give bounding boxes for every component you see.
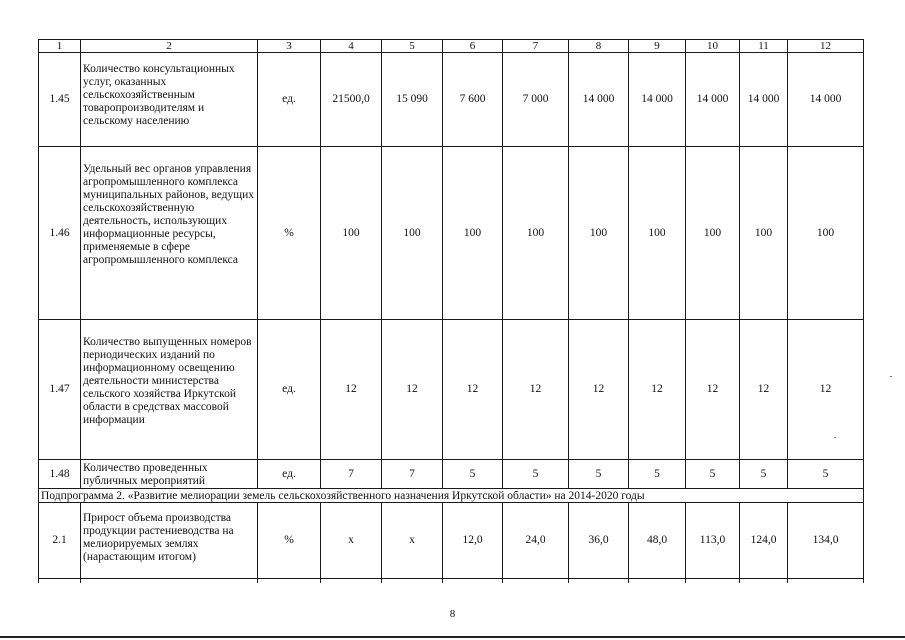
value-cell: 124,0 (740, 503, 788, 579)
value-cell: 100 (321, 147, 382, 320)
header-cell: 2 (81, 40, 258, 53)
scan-speck (890, 376, 892, 377)
header-cell: 12 (788, 40, 864, 53)
value-cell: 100 (788, 147, 864, 320)
header-cell: 5 (382, 40, 443, 53)
row-id: 1.48 (39, 460, 81, 489)
value-cell: 48,0 (629, 503, 686, 579)
value-cell: 5 (503, 460, 569, 489)
header-cell: 10 (686, 40, 740, 53)
row-unit: ед. (258, 460, 321, 489)
table-row (39, 147, 864, 320)
value-cell: 5 (569, 460, 629, 489)
row-name: Прирост объема производства продукции растениеводства на мелиорируемых землях (нарастающим итогом) (81, 503, 258, 579)
table-row (39, 460, 864, 489)
value-cell: 12 (321, 320, 382, 460)
value-cell: 100 (382, 147, 443, 320)
header-cell: 3 (258, 40, 321, 53)
value-cell: 100 (686, 147, 740, 320)
row-name: Количество проведенных публичных мероприятий (81, 460, 258, 489)
row-name: Количество выпущенных номеров периодических изданий по информационному освещению деятельности министерства сельского хозяйства Иркутской области в средствах массовой информации (81, 320, 258, 460)
value-cell: 113,0 (686, 503, 740, 579)
value-cell: 14 000 (629, 53, 686, 147)
value-cell: 21500,0 (321, 53, 382, 147)
table-row (39, 320, 864, 460)
row-unit: ед. (258, 53, 321, 147)
value-cell: 24,0 (503, 503, 569, 579)
subprogram-title: Подпрограмма 2. «Развитие мелиорации земель сельскохозяйственного назначения Иркутской области» на 2014-2020 годы (39, 489, 864, 503)
value-cell: 5 (740, 460, 788, 489)
value-cell: 134,0 (788, 503, 864, 579)
value-cell: 36,0 (569, 503, 629, 579)
value-cell: 5 (686, 460, 740, 489)
row-unit: ед. (258, 320, 321, 460)
row-id: 2.1 (39, 503, 81, 579)
value-cell: 14 000 (686, 53, 740, 147)
value-cell: 12 (788, 320, 864, 460)
page-number: 8 (449, 608, 456, 620)
header-cell: 4 (321, 40, 382, 53)
header-row (39, 40, 864, 53)
value-cell: 7 (321, 460, 382, 489)
row-name: Удельный вес органов управления агропромышленного комплекса муниципальных районов, ведущих сельскохозяйственную деятельность, использующих информационные ресурсы, применяемые в сфере агропромышленного комплекса (81, 147, 258, 320)
value-cell: 100 (629, 147, 686, 320)
value-cell: 100 (740, 147, 788, 320)
value-cell: 100 (503, 147, 569, 320)
value-cell: 14 000 (569, 53, 629, 147)
header-cell: 11 (740, 40, 788, 53)
value-cell: 7 000 (503, 53, 569, 147)
value-cell: 12 (686, 320, 740, 460)
row-id: 1.46 (39, 147, 81, 320)
header-cell: 1 (39, 40, 81, 53)
value-cell: 5 (629, 460, 686, 489)
value-cell: 7 (382, 460, 443, 489)
header-cell: 6 (443, 40, 503, 53)
value-cell: 5 (443, 460, 503, 489)
value-cell: 100 (569, 147, 629, 320)
table-row (39, 503, 864, 579)
header-cell: 8 (569, 40, 629, 53)
value-cell: 12 (569, 320, 629, 460)
subprogram-row (39, 489, 864, 503)
value-cell: 12,0 (443, 503, 503, 579)
value-cell: 5 (788, 460, 864, 489)
value-cell: 12 (443, 320, 503, 460)
row-id: 1.47 (39, 320, 81, 460)
value-cell: 7 600 (443, 53, 503, 147)
value-cell: 14 000 (740, 53, 788, 147)
value-cell: 12 (382, 320, 443, 460)
table-row-continuation (39, 579, 864, 583)
indicators-table (38, 39, 864, 583)
value-cell: 12 (503, 320, 569, 460)
value-cell: х (321, 503, 382, 579)
value-cell: 100 (443, 147, 503, 320)
value-cell: 14 000 (788, 53, 864, 147)
value-cell: х (382, 503, 443, 579)
row-unit: % (258, 147, 321, 320)
page-bottom-edge (0, 636, 905, 638)
table-row (39, 53, 864, 147)
value-cell: 12 (740, 320, 788, 460)
row-id: 1.45 (39, 53, 81, 147)
value-cell: 12 (629, 320, 686, 460)
row-name: Количество консультационных услуг, оказанных сельскохозяйственным товаропроизводителям и сельскому населению (81, 53, 258, 147)
header-cell: 9 (629, 40, 686, 53)
row-unit: % (258, 503, 321, 579)
header-cell: 7 (503, 40, 569, 53)
value-cell: 15 090 (382, 53, 443, 147)
scan-speck (834, 437, 836, 438)
